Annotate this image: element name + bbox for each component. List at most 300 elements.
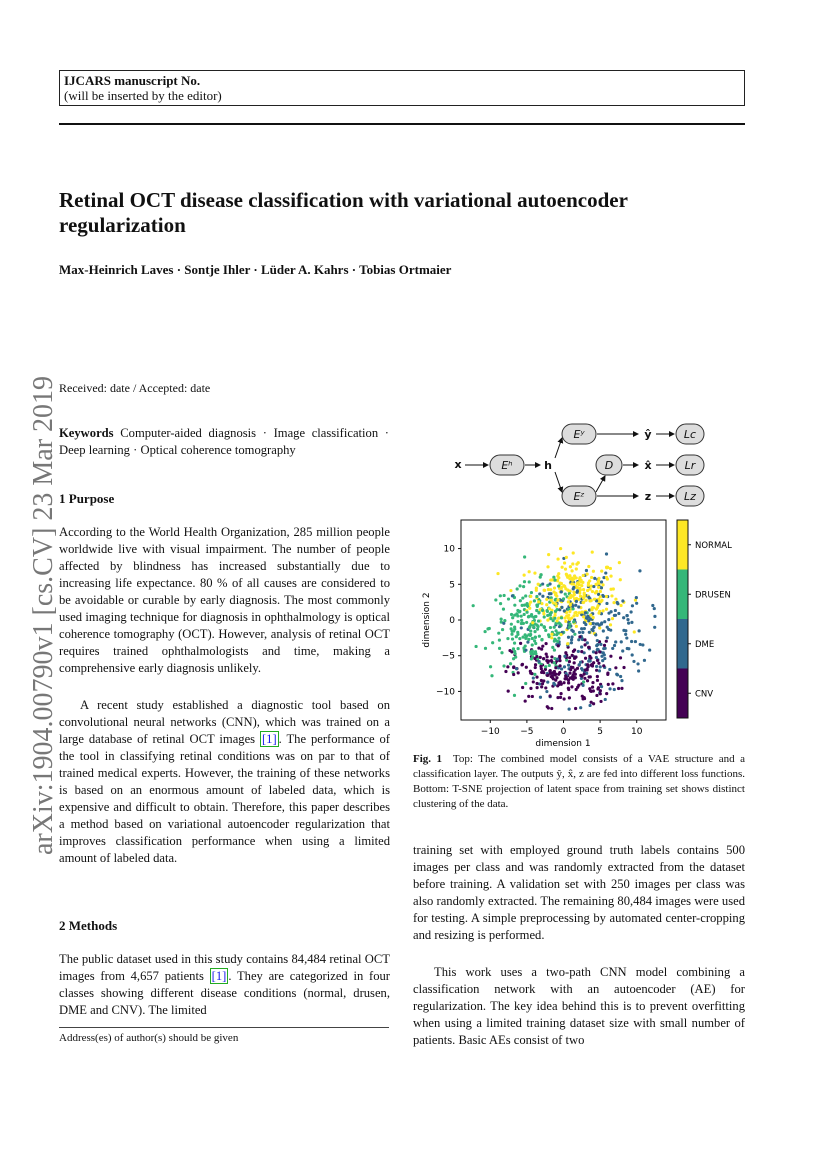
scatter-point-cnv [584,657,587,660]
scatter-point-drusen [573,633,576,636]
diagram-xhat: x̂ [644,459,652,472]
scatter-point-cnv [540,685,543,688]
scatter-point-drusen [520,622,523,625]
scatter-point-cnv [574,656,577,659]
scatter-point-drusen [540,573,543,576]
scatter-point-dme [570,635,573,638]
scatter-point-cnv [567,681,570,684]
tsne-scatter-chart [413,512,745,750]
scatter-point-dme [621,599,624,602]
scatter-point-normal [571,579,574,582]
scatter-point-drusen [520,615,523,618]
scatter-point-dme [604,571,607,574]
scatter-point-drusen [553,617,556,620]
scatter-point-normal [593,598,596,601]
scatter-point-dme [581,668,584,671]
scatter-point-dme [592,585,595,588]
scatter-point-normal [557,617,560,620]
scatter-point-dme [572,586,575,589]
scatter-point-cnv [557,644,560,647]
scatter-point-dme [552,682,555,685]
journal-line: IJCARS manuscript No. [64,73,201,88]
scatter-point-drusen [549,626,552,629]
scatter-point-drusen [533,639,536,642]
scatter-point-dme [599,643,602,646]
scatter-point-cnv [622,666,625,669]
scatter-point-drusen [528,626,531,629]
scatter-point-cnv [553,670,556,673]
scatter-point-drusen [534,615,537,618]
scatter-point-cnv [573,661,576,664]
scatter-point-dme [545,690,548,693]
scatter-point-drusen [533,673,536,676]
scatter-point-dme [603,620,606,623]
scatter-point-cnv [512,666,515,669]
scatter-point-drusen [551,646,554,649]
authors: Max-Heinrich Laves · Sontje Ihler · Lüder A. Kahrs · Tobias Ortmaier [59,262,452,277]
scatter-point-cnv [596,687,599,690]
scatter-point-dme [630,640,633,643]
scatter-point-cnv [508,649,511,652]
scatter-point-dme [515,667,518,670]
scatter-point-normal [575,567,578,570]
scatter-point-dme [560,667,563,670]
scatter-point-cnv [583,638,586,641]
scatter-point-normal [568,574,571,577]
scatter-point-cnv [588,687,591,690]
scatter-point-normal [597,586,600,589]
scatter-point-normal [549,588,552,591]
diagram-Lz: Lz [684,490,696,503]
scatter-point-dme [578,631,581,634]
scatter-point-cnv [586,668,589,671]
scatter-point-dme [548,592,551,595]
scatter-point-normal [547,553,550,556]
scatter-point-cnv [512,673,515,676]
scatter-point-normal [609,623,612,626]
scatter-point-drusen [546,614,549,617]
scatter-point-cnv [544,642,547,645]
scatter-point-normal [565,556,568,559]
scatter-point-normal [569,604,572,607]
scatter-point-drusen [510,633,513,636]
scatter-point-drusen [524,594,527,597]
scatter-point-cnv [570,685,573,688]
scatter-point-normal [591,590,594,593]
scatter-point-dme [630,621,633,624]
citation-link[interactable]: [1] [261,732,277,746]
scatter-point-dme [609,629,612,632]
diagram-h: h [544,459,552,472]
scatter-point-dme [595,656,598,659]
scatter-point-normal [550,636,553,639]
scatter-point-cnv [519,642,522,645]
scatter-point-cnv [529,687,532,690]
scatter-point-dme [634,640,637,643]
x-tick-label: 5 [597,727,603,737]
citation-link[interactable]: [1] [211,969,227,983]
scatter-point-dme [621,649,624,652]
diagram-z: z [644,490,652,503]
scatter-point-drusen [568,626,571,629]
scatter-point-dme [595,665,598,668]
scatter-point-dme [548,582,551,585]
scatter-point-normal [614,598,617,601]
scatter-point-normal [590,608,593,611]
scatter-point-dme [560,590,563,593]
scatter-point-normal [566,642,569,645]
scatter-point-normal [537,600,540,603]
scatter-point-drusen [511,637,514,640]
y-tick-label: −5 [441,651,455,662]
scatter-point-drusen [521,596,524,599]
scatter-point-dme [556,658,559,661]
scatter-point-drusen [533,599,536,602]
scatter-point-cnv [555,676,558,679]
y-tick-label: 10 [443,544,455,555]
scatter-point-dme [580,627,583,630]
scatter-point-drusen [519,599,522,602]
x-tick-label: 0 [560,727,567,737]
scatter-point-cnv [521,686,524,689]
scatter-point-drusen [497,632,500,635]
scatter-point-cnv [550,707,553,710]
scatter-point-normal [556,557,559,560]
scatter-point-dme [648,648,651,651]
scatter-point-normal [561,566,564,569]
scatter-point-normal [590,576,593,579]
scatter-point-cnv [568,696,571,699]
scatter-point-normal [543,589,546,592]
scatter-point-normal [557,572,560,575]
scatter-point-cnv [542,657,545,660]
x-axis-label: dimension 1 [535,739,591,749]
scatter-point-dme [635,596,638,599]
scatter-point-dme [631,653,634,656]
scatter-point-cnv [592,702,595,705]
scatter-point-cnv [559,692,562,695]
scatter-point-dme [538,592,541,595]
scatter-point-cnv [598,650,601,653]
scatter-point-dme [625,614,628,617]
scatter-point-drusen [501,628,504,631]
scatter-point-normal [611,617,614,620]
scatter-point-drusen [582,680,585,683]
scatter-point-dme [638,569,641,572]
scatter-point-normal [572,551,575,554]
scatter-point-dme [643,659,646,662]
scatter-point-dme [620,640,623,643]
scatter-point-dme [607,618,610,621]
scatter-point-drusen [552,576,555,579]
scatter-point-dme [577,638,580,641]
methods-paragraph-1 [59,951,390,1019]
scatter-point-cnv [605,640,608,643]
scatter-point-cnv [583,643,586,646]
scatter-point-dme [602,629,605,632]
scatter-point-normal [545,603,548,606]
scatter-point-drusen [528,580,531,583]
scatter-point-cnv [562,681,565,684]
figure-caption [413,752,745,812]
scatter-point-cnv [545,655,548,658]
paper-title: Retinal OCT disease classification with variational autoencoder regularization [59,188,628,237]
scatter-point-drusen [526,604,529,607]
scatter-point-cnv [617,687,620,690]
scatter-point-normal [563,561,566,564]
scatter-point-normal [597,579,600,582]
scatter-point-dme [614,609,617,612]
scatter-point-cnv [611,682,614,685]
scatter-point-dme [624,633,627,636]
section-heading-purpose: 1 Purpose [59,491,115,506]
scatter-point-normal [601,583,604,586]
scatter-point-dme [613,688,616,691]
scatter-point-drusen [474,645,477,648]
scatter-point-drusen [554,598,557,601]
scatter-point-cnv [533,657,536,660]
scatter-point-cnv [620,687,623,690]
scatter-point-drusen [553,648,556,651]
scatter-point-dme [625,636,628,639]
section-heading-methods: 2 Methods [59,918,118,933]
scatter-point-dme [568,708,571,711]
methods-p1-b: . They are categorized in four classes showing different disease conditions (normal, drusen, DME and CNV). The limited [59,969,390,1017]
scatter-point-dme [578,663,581,666]
scatter-point-normal [553,614,556,617]
scatter-point-cnv [564,674,567,677]
scatter-point-dme [570,638,573,641]
scatter-point-dme [596,643,599,646]
scatter-point-dme [606,626,609,629]
scatter-point-dme [511,594,514,597]
scatter-point-normal [580,584,583,587]
scatter-point-cnv [547,706,550,709]
scatter-point-drusen [524,682,527,685]
scatter-point-normal [566,589,569,592]
x-tick-label: 10 [630,727,643,737]
scatter-point-drusen [525,621,528,624]
scatter-point-normal [619,604,622,607]
scatter-point-cnv [596,659,599,662]
scatter-point-cnv [558,664,561,667]
scatter-point-drusen [514,652,517,655]
scatter-point-dme [600,580,603,583]
header-rule [59,123,745,125]
scatter-point-drusen [530,615,533,618]
scatter-point-normal [598,626,601,629]
diagram-Ez: Eᶻ [573,490,585,503]
scatter-point-drusen [538,635,541,638]
scatter-point-dme [631,604,634,607]
scatter-point-drusen [494,598,497,601]
scatter-point-drusen [517,647,520,650]
caption-label: Fig. 1 [413,753,443,765]
scatter-point-normal [589,614,592,617]
scatter-point-normal [557,576,560,579]
scatter-point-normal [609,567,612,570]
scatter-point-normal [633,630,636,633]
scatter-point-dme [576,589,579,592]
scatter-point-cnv [569,668,572,671]
scatter-point-cnv [504,670,507,673]
scatter-point-normal [619,578,622,581]
scatter-point-normal [581,601,584,604]
scatter-point-cnv [562,697,565,700]
scatter-point-drusen [484,647,487,650]
colorbar-segment-cnv [677,669,688,719]
scatter-point-cnv [595,694,598,697]
scatter-point-drusen [536,628,539,631]
scatter-point-dme [617,612,620,615]
scatter-point-normal [612,601,615,604]
scatter-point-normal [540,602,543,605]
scatter-point-drusen [522,585,525,588]
scatter-point-normal [582,615,585,618]
scatter-point-normal [576,614,579,617]
scatter-point-normal [545,598,548,601]
scatter-point-normal [567,614,570,617]
scatter-point-drusen [537,611,540,614]
scatter-point-normal [572,591,575,594]
scatter-point-normal [576,582,579,585]
scatter-point-normal [618,561,621,564]
scatter-point-cnv [595,651,598,654]
scatter-point-dme [539,696,542,699]
scatter-point-normal [600,599,603,602]
scatter-point-cnv [605,692,608,695]
scatter-point-drusen [527,615,530,618]
scatter-point-cnv [536,686,539,689]
scatter-point-dme [616,602,619,605]
scatter-point-cnv [583,677,586,680]
scatter-point-dme [570,641,573,644]
scatter-point-dme [584,623,587,626]
scatter-point-cnv [556,684,559,687]
scatter-point-normal [591,550,594,553]
purpose-paragraph-1: According to the World Health Organization, 285 million people worldwide live with visual impairment. The number of people affected by blindness has increased substantially due to increasing life expectance. 80 % of all causes are considered to be avoidable or curable by early diagnosis. The most commonly used imaging technique for diagnosis in ophthalmology is optical coherence tomography (OCT). However, analysis of retinal OCT requires trained ophthalmologists and time, making a comprehensive early diagnosis unlikely. [59,525,390,675]
scatter-point-drusen [543,615,546,618]
scatter-point-normal [558,581,561,584]
arxiv-stamp-text: arXiv:1904.00790v1 [cs.CV] 23 Mar 2019 [28,375,59,855]
scatter-point-cnv [558,671,561,674]
scatter-point-drusen [540,623,543,626]
scatter-point-dme [614,640,617,643]
scatter-point-normal [572,614,575,617]
scatter-point-normal [537,583,540,586]
scatter-point-cnv [556,696,559,699]
scatter-point-drusen [535,595,538,598]
scatter-point-drusen [529,629,532,632]
scatter-point-cnv [568,656,571,659]
scatter-point-cnv [550,655,553,658]
scatter-point-dme [637,669,640,672]
scatter-point-normal [599,590,602,593]
scatter-point-drusen [500,651,503,654]
scatter-point-drusen [502,664,505,667]
right-paragraph-2: This work uses a two-path CNN model combining a classification network with an autoencoder (AE) for regularization. The key idea behind this is to prevent overfitting when using a limited training dataset size with small number of patients. Basic AEs consist of two [413,965,745,1047]
scatter-point-normal [523,574,526,577]
scatter-point-dme [580,645,583,648]
scatter-point-normal [565,574,568,577]
scatter-point-drusen [509,662,512,665]
scatter-point-dme [641,643,644,646]
scatter-point-drusen [511,616,514,619]
y-tick-label: −10 [436,687,455,698]
scatter-point-dme [567,636,570,639]
scatter-point-dme [605,552,608,555]
scatter-point-cnv [551,676,554,679]
scatter-point-cnv [591,686,594,689]
scatter-point-normal [575,625,578,628]
scatter-point-cnv [532,680,535,683]
keywords-label: Keywords [59,426,114,440]
scatter-point-normal [564,620,567,623]
scatter-point-dme [605,602,608,605]
scatter-point-dme [620,679,623,682]
scatter-point-cnv [614,666,617,669]
scatter-point-drusen [530,657,533,660]
scatter-point-drusen [491,641,494,644]
scatter-point-dme [599,665,602,668]
footnote-rule [59,1027,389,1028]
scatter-point-dme [584,611,587,614]
scatter-point-drusen [511,630,514,633]
scatter-point-normal [569,594,572,597]
scatter-point-normal [531,621,534,624]
scatter-point-normal [592,570,595,573]
scatter-point-normal [595,607,598,610]
arxiv-stamp [12,360,62,860]
purpose-p2-a: A recent study established a diagnostic tool based on convolutional neural networks (CNN), which was trained on a large database of retinal OCT images [59,698,390,746]
scatter-point-drusen [520,619,523,622]
scatter-point-normal [584,599,587,602]
scatter-point-dme [626,647,629,650]
scatter-point-cnv [599,700,602,703]
scatter-point-dme [567,664,570,667]
scatter-point-cnv [548,694,551,697]
scatter-point-cnv [507,690,510,693]
scatter-point-drusen [524,637,527,640]
scatter-point-dme [632,660,635,663]
colorbar-segment-dme [677,619,688,669]
scatter-point-normal [552,601,555,604]
scatter-point-normal [606,578,609,581]
scatter-point-cnv [596,679,599,682]
scatter-point-cnv [546,661,549,664]
scatter-point-drusen [498,639,501,642]
scatter-point-dme [635,602,638,605]
scatter-point-drusen [518,637,521,640]
scatter-point-cnv [595,669,598,672]
scatter-point-dme [574,604,577,607]
scatter-point-normal [599,595,602,598]
scatter-point-drusen [513,604,516,607]
scatter-point-normal [586,573,589,576]
diagram-Eh: Eʰ [501,459,513,472]
scatter-point-normal [555,619,558,622]
scatter-point-dme [601,659,604,662]
scatter-point-cnv [597,662,600,665]
scatter-point-normal [592,616,595,619]
scatter-point-normal [573,574,576,577]
scatter-point-normal [580,611,583,614]
editor-line: (will be inserted by the editor) [64,88,222,103]
scatter-point-drusen [537,619,540,622]
diagram-Ey: Eʸ [573,428,585,441]
scatter-point-drusen [554,610,557,613]
scatter-point-cnv [545,652,548,655]
